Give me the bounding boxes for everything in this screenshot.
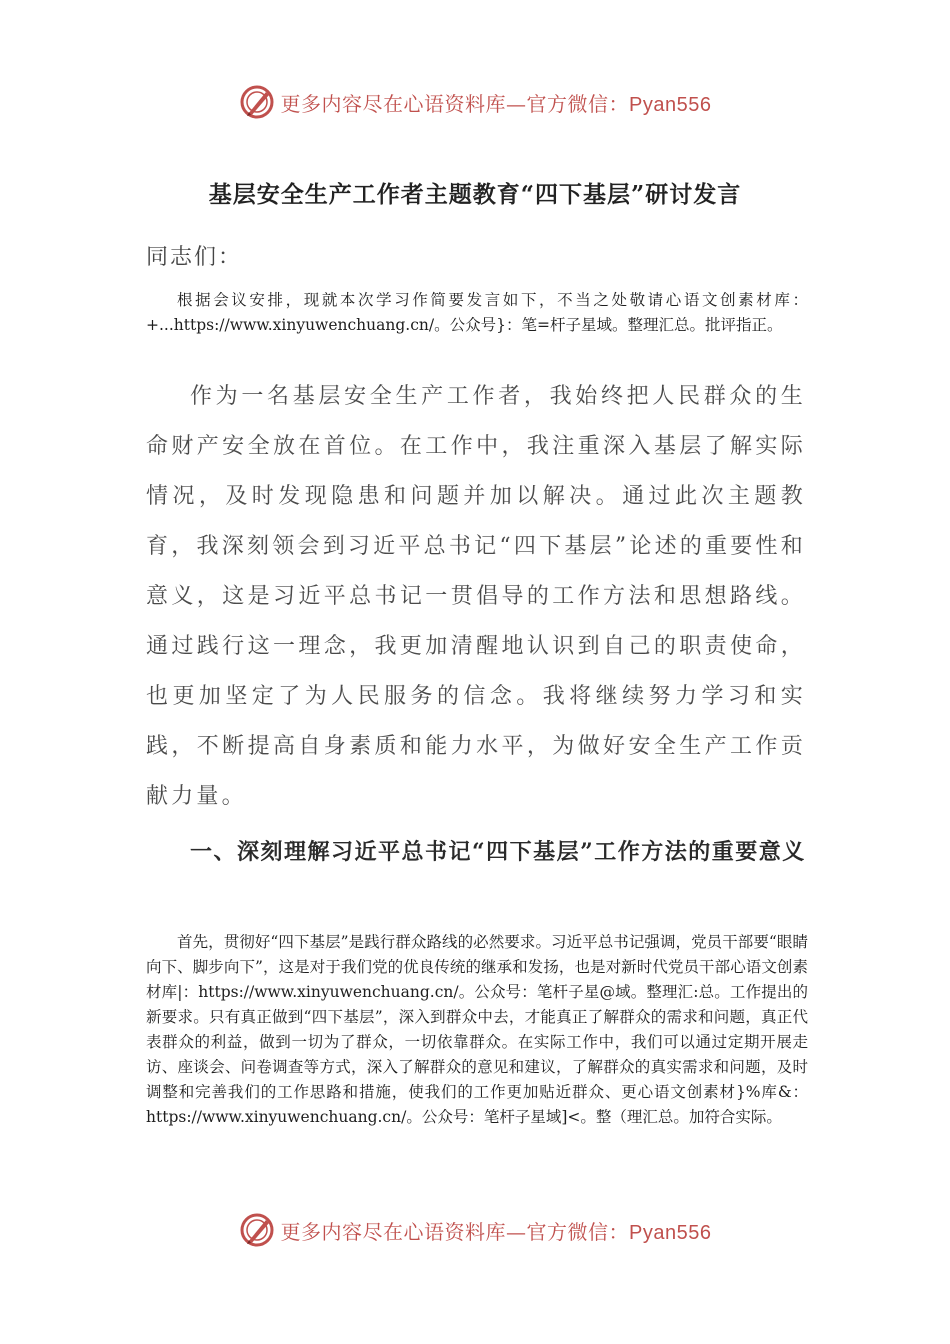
greeting: 同志们：: [146, 245, 243, 270]
banner-text: 更多内容尽在心语资料库—官方微信：Pyan556: [280, 1219, 712, 1244]
document-title: 基层安全生产工作者主题教育“四下基层”研讨发言: [208, 181, 742, 208]
intro-paragraph: 根据会议安排，现就本次学习作简要发言如下，不当之处敬请心语文创素材库：+...https://www.xinyuwenchuang.cn/。公众号}：笔=杆子星域。整理汇总。批评指正。: [146, 291, 808, 334]
banner-wechat-id: Pyan556: [629, 93, 712, 116]
main-paragraph: 作为一名基层安全生产工作者，我始终把人民群众的生命财产安全放在首位。在工作中，我注重深入基层了解实际情况，及时发现隐患和问题并加以解决。通过此次主题教育，我深刻领会到习近平总书记“四下基层”论述的重要性和意义，这是习近平总书记一贯倡导的工作方法和思想路线。通过践行这一理念，我更加清醒地认识到自己的职责使命，也更加坚定了为人民服务的信念。我将继续努力学习和实践，不断提高自身素质和能力水平，为做好安全生产工作贡献力量。: [146, 384, 806, 809]
footer-banner: [0, 1208, 950, 1252]
pen-logo-icon: [239, 84, 275, 120]
banner-wechat-id: Pyan556: [629, 1221, 712, 1244]
section-paragraph: 首先，贯彻好“四下基层”是践行群众路线的必然要求。习近平总书记强调，党员干部要“眼睛向下、脚步向下”，这是对于我们党的优良传统的继承和发扬，也是对新时代党员干部心语文创素材库|：https://www.xinyuwenchuang.cn/。公众号：笔杆子星@域。整理汇:总。工作提出的新要求。只有真正做到“四下基层”，深入到群众中去，才能真正了解群众的需求和问题，真正代表群众的利益，做到一切为了群众，一切依靠群众。在实际工作中，我们可以通过定期开展走访、座谈会、问卷调查等方式，深入了解群众的意见和建议，了解群众的真实需求和问题，及时调整和完善我们的工作思路和措施，使我们的工作更加贴近群众、更心语文创素材}%库&：https://www.xinyuwenchuang.cn/。公众号：笔杆子星域]<。整（理汇总。加符合实际。: [146, 933, 808, 1126]
section-heading: 一、深刻理解习近平总书记“四下基层”工作方法的重要意义: [190, 839, 806, 865]
header-banner: [0, 80, 950, 124]
pen-logo-icon: [239, 1212, 275, 1248]
banner-text: 更多内容尽在心语资料库—官方微信：Pyan556: [280, 91, 712, 116]
